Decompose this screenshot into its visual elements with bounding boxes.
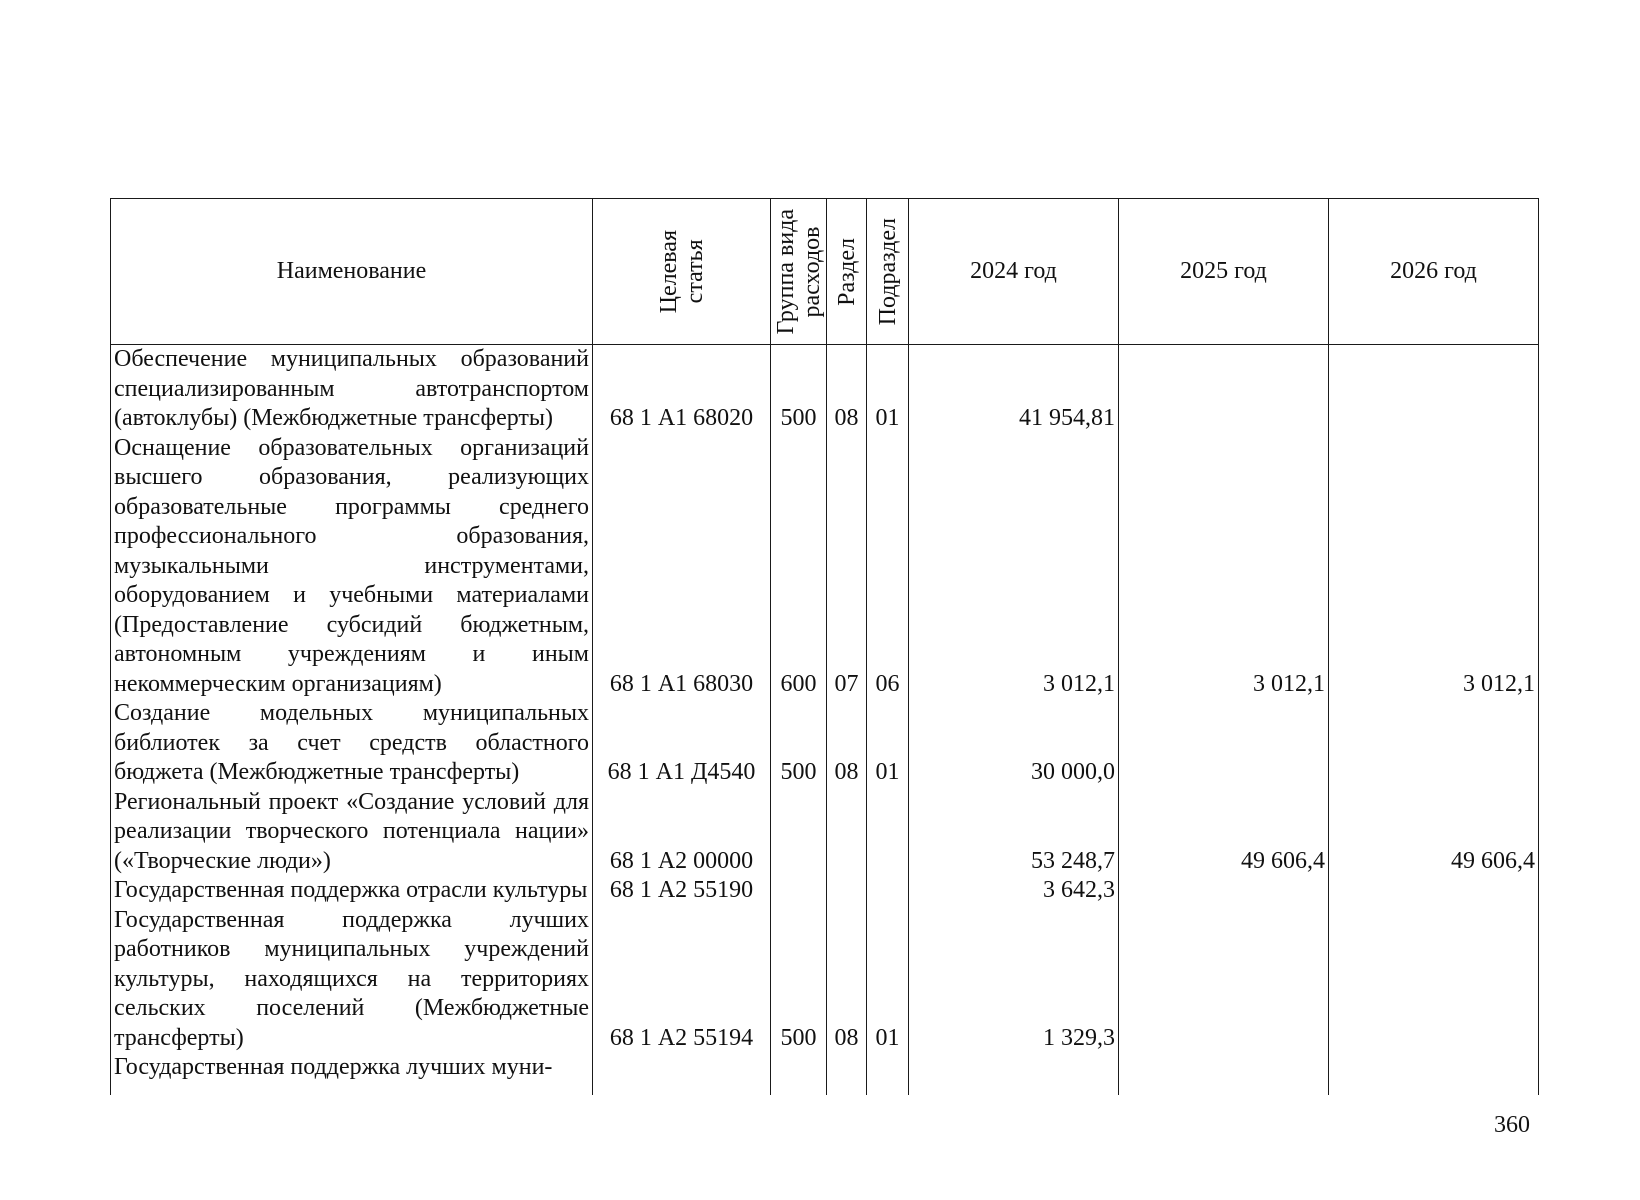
row-2026: 49 606,4 [1329, 788, 1539, 877]
row-2026 [1329, 906, 1539, 1054]
row-name: Государственная поддержка лучших муни- [111, 1053, 593, 1095]
row-2026 [1329, 345, 1539, 434]
row-name: Оснащение образовательных организаций высшего образования, реализующих образовательные программы среднего профессионального образования, музыкальными инструментами, оборудованием и учебными материалами (Предоставление субсидий бюджетным, автономным учреждениям и иным некоммерческим организациям) [111, 434, 593, 700]
row-target-code: 68 1 А2 55190 [593, 876, 771, 906]
row-2025 [1119, 876, 1329, 906]
row-group [771, 788, 827, 877]
row-group: 500 [771, 906, 827, 1054]
row-2025: 3 012,1 [1119, 434, 1329, 700]
header-subsection [867, 199, 909, 345]
row-group: 600 [771, 434, 827, 700]
table-row [111, 1053, 1539, 1095]
header-2024: 2024 год [909, 199, 1119, 345]
row-2025: 49 606,4 [1119, 788, 1329, 877]
row-subsection: 01 [867, 906, 909, 1054]
row-section: 07 [827, 434, 867, 700]
row-group [771, 876, 827, 906]
row-subsection [867, 876, 909, 906]
row-2026: 3 012,1 [1329, 434, 1539, 700]
row-subsection: 01 [867, 345, 909, 434]
row-subsection: 01 [867, 699, 909, 788]
header-subsection-label: Подраздел [874, 217, 901, 326]
header-group-line2: расходов [798, 226, 825, 317]
row-subsection [867, 788, 909, 877]
row-target-code: 68 1 А1 68020 [593, 345, 771, 434]
row-name: Региональный проект «Создание условий для реализации творческого потенциала нации» («Творческие люди») [111, 788, 593, 877]
budget-table [110, 198, 1539, 1095]
header-row [111, 199, 1539, 345]
row-target-code: 68 1 А2 55194 [593, 906, 771, 1054]
row-subsection [867, 1053, 909, 1095]
row-section [827, 1053, 867, 1095]
row-target-code [593, 1053, 771, 1095]
row-name: Обеспечение муниципальных образований специализированным автотранспортом (автоклубы) (Межбюджетные трансферты) [111, 345, 593, 434]
header-section [827, 199, 867, 345]
row-2025 [1119, 906, 1329, 1054]
row-group [771, 1053, 827, 1095]
table-row [111, 788, 1539, 877]
row-section [827, 788, 867, 877]
table-row [111, 434, 1539, 700]
row-2026 [1329, 699, 1539, 788]
row-2024: 53 248,7 [909, 788, 1119, 877]
row-2024: 1 329,3 [909, 906, 1119, 1054]
row-target-code: 68 1 А2 00000 [593, 788, 771, 877]
row-2024: 30 000,0 [909, 699, 1119, 788]
header-2025: 2025 год [1119, 199, 1329, 345]
row-group: 500 [771, 699, 827, 788]
table-row [111, 699, 1539, 788]
header-group [771, 199, 827, 345]
header-name: Наименование [111, 199, 593, 345]
row-2024: 3 012,1 [909, 434, 1119, 700]
row-section [827, 876, 867, 906]
row-target-code: 68 1 А1 Д4540 [593, 699, 771, 788]
row-section: 08 [827, 906, 867, 1054]
row-2026 [1329, 1053, 1539, 1095]
row-group: 500 [771, 345, 827, 434]
row-2026 [1329, 876, 1539, 906]
row-name: Государственная поддержка отрасли культуры [111, 876, 593, 906]
table-row [111, 906, 1539, 1054]
row-2025 [1119, 1053, 1329, 1095]
row-2024: 41 954,81 [909, 345, 1119, 434]
header-group-line1: Группа вида [772, 208, 799, 335]
row-2025 [1119, 345, 1329, 434]
header-section-label: Раздел [833, 237, 860, 306]
header-target-line2: статья [681, 239, 708, 304]
row-section: 08 [827, 699, 867, 788]
table-row [111, 876, 1539, 906]
row-2024 [909, 1053, 1119, 1095]
row-2025 [1119, 699, 1329, 788]
row-name: Государственная поддержка лучших работников муниципальных учреждений культуры, находящихся на территориях сельских поселений (Межбюджетные трансферты) [111, 906, 593, 1054]
row-target-code: 68 1 А1 68030 [593, 434, 771, 700]
row-name: Создание модельных муниципальных библиотек за счет средств областного бюджета (Межбюджетные трансферты) [111, 699, 593, 788]
table-row [111, 345, 1539, 434]
row-2024: 3 642,3 [909, 876, 1119, 906]
row-section: 08 [827, 345, 867, 434]
header-target-line1: Целевая [655, 229, 682, 314]
page-number: 360 [1494, 1112, 1530, 1138]
row-subsection: 06 [867, 434, 909, 700]
header-target [593, 199, 771, 345]
header-2026: 2026 год [1329, 199, 1539, 345]
